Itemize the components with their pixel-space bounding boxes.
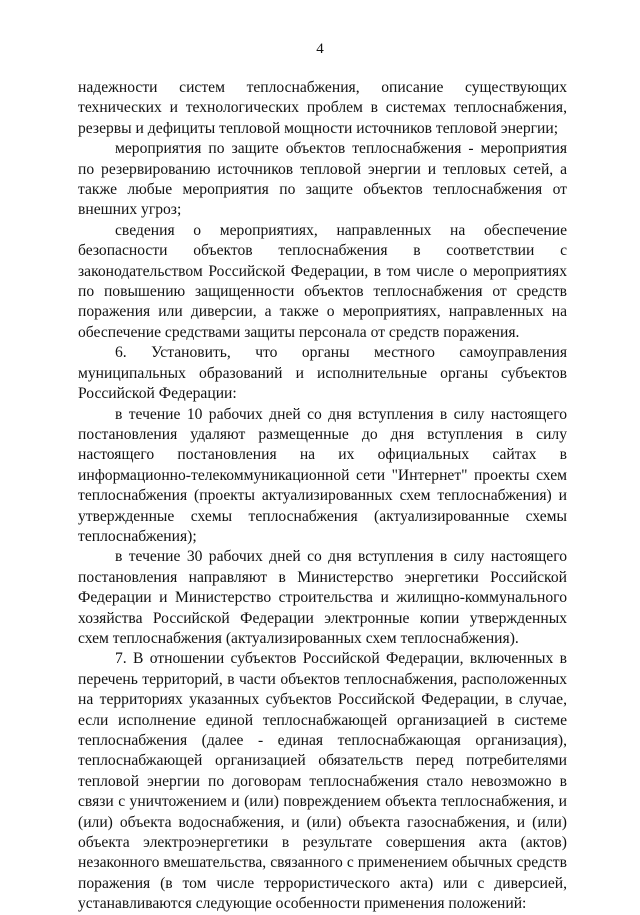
paragraph-clause-7: 7. В отношении субъектов Российской Федерации, включенных в перечень территорий, в части объектов теплоснабжения, расположенных на территориях указанных субъектов Российской Федерации, в случае, если исполнение единой теплоснабжающей организацией в системе теплоснабжения (далее - единая теплоснабжающая организация), теплоснабжающей организацией обязательств перед потребителями тепловой энергии по договорам теплоснабжения стало невозможно в связи с уничтожением и (или) повреждением объекта теплоснабжения, и (или) объекта водоснабжения, и (или) объекта газоснабжения, и (или) объекта электроэнергетики в результате совершения акта (актов) незаконного вмешательства, связанного с применением обычных средств поражения (в том числе террористического акта) или с диверсией, устанавливаются следующие особенности применения положений:: [78, 650, 567, 913]
paragraph-10-days: в течение 10 рабочих дней со дня вступления в силу настоящего постановления удаляют размещенные до дня вступления в силу настоящего постановления на их официальных сайтах в информационно-телекоммуникационной сети "Интернет" проекты схем теплоснабжения (проекты актуализированных схем теплоснабжения) и утвержденные схемы теплоснабжения (актуализированные схемы теплоснабжения);: [78, 405, 567, 545]
paragraph-security-info: сведения о мероприятиях, направленных на обеспечение безопасности объектов теплоснабжения в соответствии с законодательством Российской Федерации, в том числе о мероприятиях по повышению защищенности объектов теплоснабжения от средств поражения или диверсии, а также о мероприятиях, направленных на обеспечение средствами защиты персонала от средств поражения.: [78, 221, 567, 341]
paragraph-clause-6: 6. Установить, что органы местного самоуправления муниципальных образований и исполнительные органы субъектов Российской Федерации:: [78, 344, 567, 403]
document-body: [78, 78, 567, 915]
paragraph-protection-measures: мероприятия по защите объектов теплоснабжения - мероприятия по резервированию источников тепловой энергии и тепловых сетей, а также любые мероприятия по защите объектов теплоснабжения от внешних угроз;: [78, 140, 567, 219]
paragraph-continuation: надежности систем теплоснабжения, описание существующих технических и технологических проблем в системах теплоснабжения, резервы и дефициты тепловой мощности источников тепловой энергии;: [78, 79, 567, 137]
page-number: 4: [316, 41, 324, 57]
paragraph-30-days: в течение 30 рабочих дней со дня вступления в силу настоящего постановления направляют в Министерство энергетики Российской Федерации и Министерство строительства и жилищно-коммунального хозяйства Российской Федерации электронные копии утвержденных схем теплоснабжения (актуализированных схем теплоснабжения).: [78, 548, 567, 647]
